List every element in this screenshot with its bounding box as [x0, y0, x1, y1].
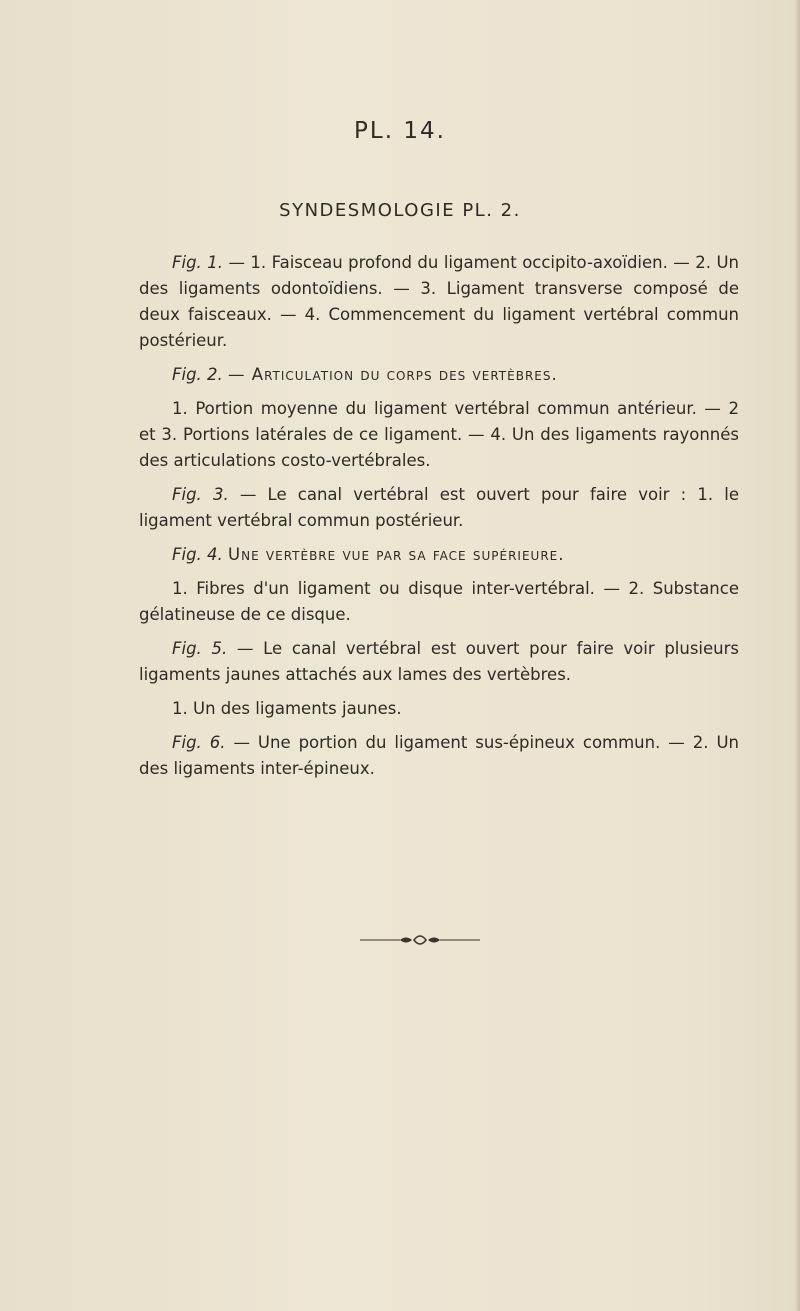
figure-6-paragraph	[139, 730, 739, 782]
page-edge-shadow	[794, 0, 800, 1311]
figure-legend	[139, 250, 739, 790]
figure-heading: Une vertèbre vue par sa face supérieure.	[228, 545, 565, 564]
figure-3-paragraph	[139, 482, 739, 534]
figure-label: Fig. 1.	[172, 253, 223, 272]
figure-4-text-paragraph	[139, 576, 739, 628]
figure-text: — Une portion du ligament sus-épineux commun. — 2. Un des ligaments inter-épineux.	[139, 733, 740, 778]
figure-5-item-paragraph	[139, 696, 739, 722]
figure-text: 1. Fibres d'un ligament ou disque inter-vertébral. — 2. Substance gélatineuse de ce disque.	[139, 579, 739, 624]
plate-number: PL. 14.	[354, 118, 446, 144]
figure-5-paragraph	[139, 636, 739, 688]
figure-text: 1. Portion moyenne du ligament vertébral commun antérieur. — 2 et 3. Portions latérales de ce ligament. — 4. Un des ligaments rayonnés des articulations costo-vertébrales.	[139, 399, 739, 470]
figure-label: Fig. 6.	[172, 733, 226, 752]
figure-text: — Le canal vertébral est ouvert pour faire voir plusieurs ligaments jaunes attachés aux lames des vertèbres.	[139, 639, 740, 684]
figure-label: Fig. 2.	[172, 365, 223, 384]
figure-heading: — Articulation du corps des vertèbres.	[228, 365, 558, 384]
figure-2-text-paragraph	[139, 396, 739, 474]
section-title: SYNDESMOLOGIE PL. 2.	[279, 200, 521, 221]
figure-text: 1. Un des ligaments jaunes.	[172, 699, 402, 718]
figure-label: Fig. 5.	[172, 639, 228, 658]
figure-label: Fig. 3.	[172, 485, 229, 504]
figure-4-heading-paragraph	[139, 542, 739, 568]
figure-text: — 1. Faisceau profond du ligament occipito-axoïdien. — 2. Un des ligaments odontoïdiens. — 3. Ligament transverse composé de deux faisceaux. — 4. Commencement du ligament vertébral commun postérieur.	[139, 253, 740, 350]
decorative-ornament-icon	[360, 930, 480, 950]
figure-text: — Le canal vertébral est ouvert pour faire voir : 1. le ligament vertébral commun postérieur.	[139, 485, 740, 530]
figure-label: Fig. 4.	[172, 545, 223, 564]
figure-1-paragraph	[139, 250, 739, 354]
figure-2-heading-paragraph	[139, 362, 739, 388]
